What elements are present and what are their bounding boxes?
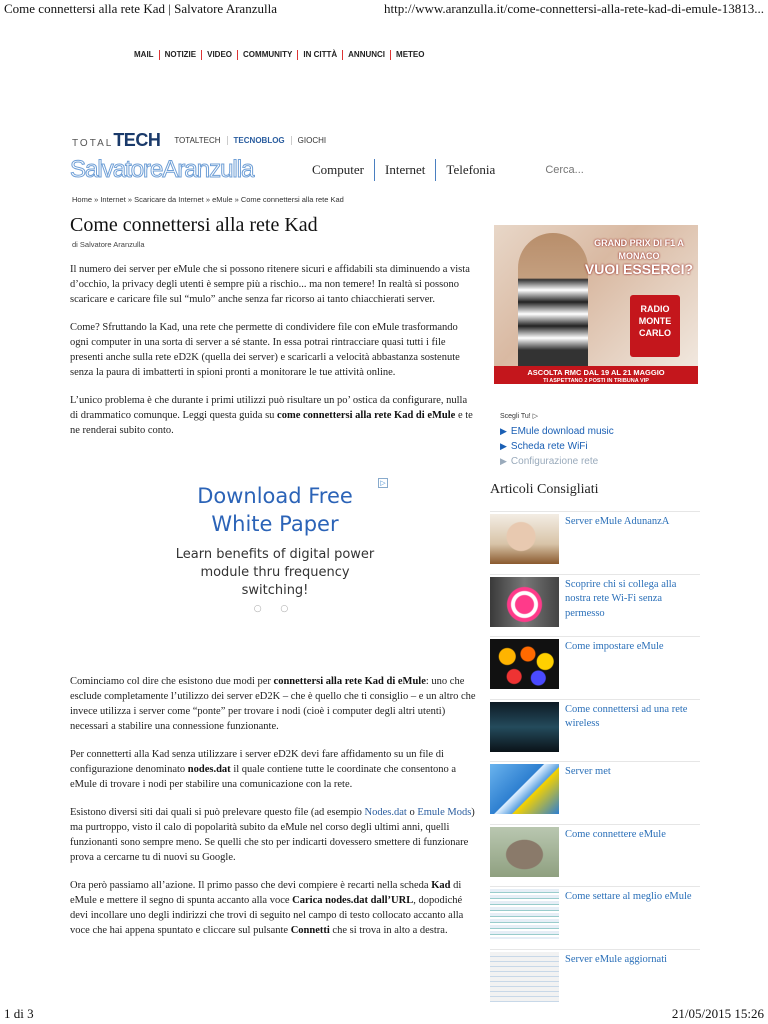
sponsored-link[interactable]: ▶ Scheda rete WiFi [500, 441, 588, 452]
model-figure [518, 233, 588, 383]
article-body-top [70, 262, 476, 451]
paragraph: Il numero dei server per eMule che si possono ritenere sicuri e affidabili sta diminuendo a vista d’occhio, la privacy degli utenti è sempre più a rischio... ma non temere! In realtà si possono scaricare e caricare file sul “mulo” anche senza far ricorso ai tanto chiacchierati server. [70, 264, 470, 305]
play-triangle-icon: ▶ [500, 426, 507, 436]
nav-community[interactable]: COMMUNITY [238, 50, 298, 60]
nav-internet[interactable]: Internet [374, 159, 435, 181]
totaltech-logo[interactable]: TOTAL TECH [72, 130, 161, 150]
related-item-title[interactable]: Server met [565, 766, 611, 777]
search-input[interactable] [545, 164, 675, 176]
print-footer [0, 1004, 768, 1024]
paragraph: Esistono diversi siti dai quali si può prelevare questo file (ad esempio Nodes.dat o Emule Mods) ma purtroppo, visto il calo di popolarità subito da eMule nel corso degli ultimi anni, quelli funzionanti sono sempre meno. Se quelli che sto per indicarti dovessero smettere di funzionare prova a cercarne tu di nuovi su Google. [70, 807, 475, 863]
play-triangle-icon: ▶ [500, 441, 507, 451]
ad-subtext: Learn benefits of digital power module thru frequency switching! [175, 547, 375, 598]
print-header [0, 0, 768, 20]
totaltech-bar [72, 130, 332, 151]
paragraph: Per connetterti alla Kad senza utilizzare i server eD2K devi fare affidamento su un file di configurazione denominato nodes.dat il quale contiene tutte le coordinate che consentono a eMule di trovare i nodi per stabilire una comunicazione con la rete. [70, 749, 457, 790]
print-page-number: 1 di 3 [4, 1006, 34, 1021]
breadcrumb[interactable]: Home » Internet » Scaricare da Internet » eMule » Come connettersi alla rete Kad [72, 195, 344, 204]
server-list-thumb[interactable] [490, 952, 559, 1002]
banner-footer: ASCOLTA RMC DAL 19 AL 21 MAGGIO TI ASPETTANO 2 POSTI IN TRIBUNA VIP [494, 366, 698, 384]
portal-nav [134, 50, 429, 60]
page-title: Come connettersi alla rete Kad [70, 214, 318, 236]
paragraph: Come? Sfruttando la Kad, una rete che permette di condividere file con eMule trasformando ogni computer in una sorta di server a sé stante. In essa potrai rintracciare quasi tutti i file presenti anche sulla rete eD2K (quella dei server) e scaricarli a velocità abbastanza sostenute senza la paura di imbatterti in spioni pronti a monitorare le tue attività online. [70, 322, 460, 378]
nav-annunci[interactable]: ANNUNCI [343, 50, 391, 60]
related-item-title[interactable]: Come settare al meglio eMule [565, 891, 692, 902]
ad-carousel-dots[interactable]: ○ ○ [253, 604, 297, 614]
sponsored-links [500, 412, 614, 467]
settings-screen-thumb[interactable] [490, 889, 559, 939]
print-datetime: 21/05/2015 15:26 [671, 1006, 764, 1021]
related-item-title[interactable]: Come connettersi ad una rete wireless [565, 703, 688, 729]
nodes-dat-link[interactable]: Nodes.dat [364, 807, 407, 818]
related-item[interactable] [490, 699, 700, 759]
related-item-title[interactable]: Scoprire chi si collega alla nostra rete Wi-Fi senza permesso [565, 578, 677, 619]
paragraph: Ora però passiamo all’azione. Il primo passo che devi compiere è recarti nella scheda Kad di eMule e mettere il segno di spunta accanto alla voce Carica nodes.dat dall’URL, dopodiché devi incollare uno degli indirizzi che trovi di seguito nel campo di testo collocato accanto alla voce che hai appena spuntato e cliccare sul pulsante Connetti che si trova in alto a destra. [70, 880, 464, 936]
ad-white-paper[interactable] [162, 478, 388, 648]
sponsored-link[interactable]: ▶ Configurazione rete [500, 456, 599, 467]
windows-thumb[interactable] [490, 764, 559, 814]
rmc-banner-ad[interactable] [494, 225, 698, 384]
related-item-title[interactable]: Come connettere eMule [565, 828, 666, 840]
article-body-bottom [70, 674, 476, 951]
nav-computer[interactable]: Computer [312, 162, 364, 177]
site-header [70, 155, 700, 185]
desk-thumb[interactable] [490, 702, 559, 752]
adchoices-icon[interactable]: ▷ [378, 478, 388, 488]
byline: di Salvatore Aranzulla [72, 240, 145, 249]
nav-in-citta[interactable]: IN CITTÀ [298, 50, 343, 60]
related-item[interactable] [490, 636, 700, 696]
wifi-sign-thumb[interactable] [490, 577, 559, 627]
related-item[interactable] [490, 574, 700, 634]
donkey-logo-thumb[interactable] [490, 514, 559, 564]
related-item-title[interactable]: Come impostare eMule [565, 641, 664, 652]
ad-headline: Download Free White Paper [197, 484, 353, 536]
tecnoblog-link[interactable]: TECNOBLOG [227, 136, 291, 145]
nav-meteo[interactable]: METEO [396, 50, 425, 59]
site-logo[interactable]: SalvatoreAranzulla [70, 156, 254, 183]
nav-mail[interactable]: MAIL [134, 50, 160, 60]
nav-telefonia[interactable]: Telefonia [435, 159, 505, 181]
print-url: http://www.aranzulla.it/come-connettersi-alla-rete-kad-di-emule-13813... [384, 1, 764, 16]
emoticons-thumb[interactable] [490, 639, 559, 689]
play-triangle-icon: ▶ [500, 456, 507, 466]
related-item-title[interactable]: Server eMule AdunanzA [565, 516, 670, 527]
nav-video[interactable]: VIDEO [202, 50, 238, 60]
related-articles-title: Articoli Consigliati [490, 482, 599, 497]
related-articles-list [490, 511, 700, 1011]
main-nav [312, 159, 505, 181]
print-page-title: Come connettersi alla rete Kad | Salvatore Aranzulla [4, 1, 277, 16]
sponsored-link[interactable]: ▶ EMule download music [500, 426, 614, 437]
totaltech-link[interactable]: TOTALTECH [174, 136, 221, 145]
giochi-link[interactable]: GIOCHI [291, 136, 332, 145]
nav-notizie[interactable]: NOTIZIE [160, 50, 203, 60]
banner-headline: GRAND PRIX DI F1 A MONACO VUOI ESSERCI? [584, 238, 694, 277]
paragraph: L’unico problema è che durante i primi utilizzi può risultare un po’ ostica da configurare, nulla di drammatico comunque. Leggi questa guida su come connettersi alla rete Kad di eMule e te ne renderai subito conto. [70, 395, 473, 436]
related-item[interactable] [490, 949, 700, 1009]
totaltech-links [174, 136, 332, 145]
related-item[interactable] [490, 824, 700, 884]
emule-mods-link[interactable]: Emule Mods [417, 807, 472, 818]
related-item[interactable] [490, 886, 700, 946]
related-item[interactable] [490, 511, 700, 571]
radio-monte-carlo-logo: RADIO MONTE CARLO [630, 295, 680, 357]
related-item[interactable] [490, 761, 700, 821]
related-item-title[interactable]: Server eMule aggiornati [565, 953, 668, 965]
donkey-thumb[interactable] [490, 827, 559, 877]
paragraph: Cominciamo col dire che esistono due modi per connettersi alla rete Kad di eMule: uno che esclude completamente l’utilizzo dei server eD2K – che è quello che ti consiglio – e un altro che invece utilizza i server come “ponte” per trovare i nodi (cioè i computer degli altri utenti) necessari a stabilire una connessione funzionante. [70, 676, 476, 732]
sponsored-links-header: Scegli Tu! ▷ [500, 413, 539, 420]
